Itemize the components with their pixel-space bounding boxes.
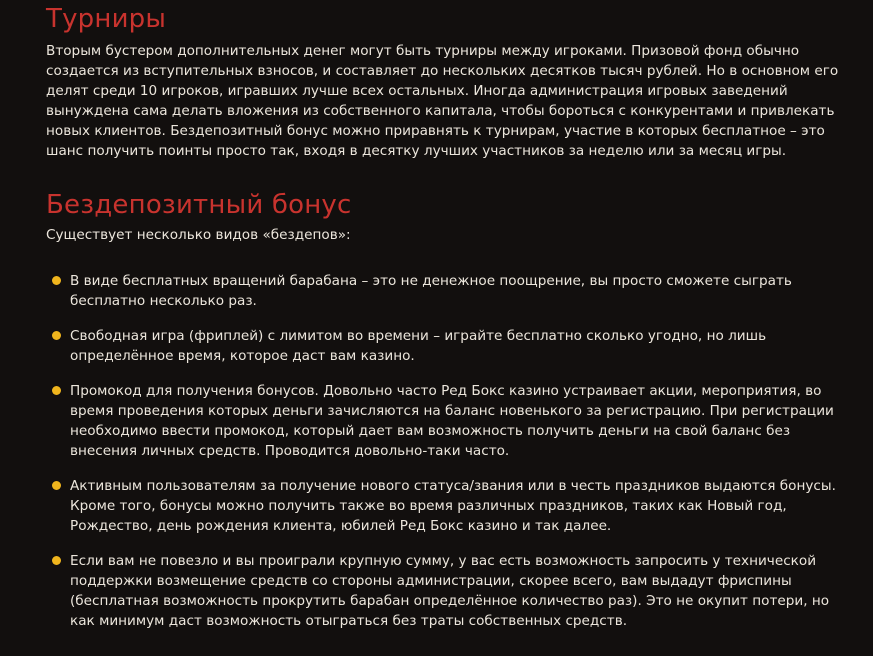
list-item [46,551,855,631]
list-item-text: Если вам не повезло и вы проиграли крупную сумму, у вас есть возможность запросить у технической поддержки возмещение средств со стороны администрации, скорее всего, вам выдадут фриспины (бесплатная возможность прокрутить барабан определённое количество раз). Это не окупит потери, но как минимум даст возможность отыграться без траты собственных средств. [70,553,830,629]
list-item-text: Активным пользователям за получение нового статуса/звания или в честь праздников выдаются бонусы. Кроме того, бонусы можно получить также во время различных праздников, таких как Новый год, Рождество, день рождения клиента, юбилей Ред Бокс казино и так далее. [70,478,836,534]
bullet-dot-icon [52,331,61,340]
bullet-dot-icon [52,481,61,490]
list-item [46,381,855,461]
bullet-dot-icon [52,386,61,395]
bullet-dot-icon [52,276,61,285]
list-item-text: Промокод для получения бонусов. Довольно часто Ред Бокс казино устраивает акции, мероприятия, во время проведения которых деньги зачисляются на баланс новенького за регистрацию. При регистрации необходимо ввести промокод, который дает вам возможность получить деньги на свой баланс без внесения личных средств. Проводится довольно-таки часто. [70,383,834,459]
no-deposit-heading: Бездепозитный бонус [46,190,352,220]
list-item-text: Свободная игра (фриплей) с лимитом во времени – играйте бесплатно сколько угодно, но лишь определённое время, которое даст вам казино. [70,328,767,364]
bullet-dot-icon [52,556,61,565]
list-item-text: В виде бесплатных вращений барабана – это не денежное поощрение, вы просто сможете сыграть бесплатно несколько раз. [70,273,792,309]
no-deposit-intro: Существует несколько видов «бездепов»: [46,227,351,243]
list-item [46,326,855,366]
tournaments-paragraph: Вторым бустером дополнительных денег могут быть турниры между игроками. Призовой фонд обычно создается из вступительных взносов, и составляет до нескольких десятков тысяч рублей. Но в основном его делят среди 10 игроков, игравших лучше всех остальных. Иногда администрация игровых заведений вынуждена сама делать вложения из собственного капитала, чтобы бороться с конкурентами и привлекать новых клиентов. Бездепозитный бонус можно приравнять к турнирам, участие в которых бесплатное – это шанс получить поинты просто так, входя в десятку лучших участников за неделю или за месяц игры. [46,43,839,159]
tournaments-heading: Турниры [46,4,167,34]
list-item [46,271,855,311]
list-item [46,476,855,536]
bonus-types-list [46,271,855,631]
